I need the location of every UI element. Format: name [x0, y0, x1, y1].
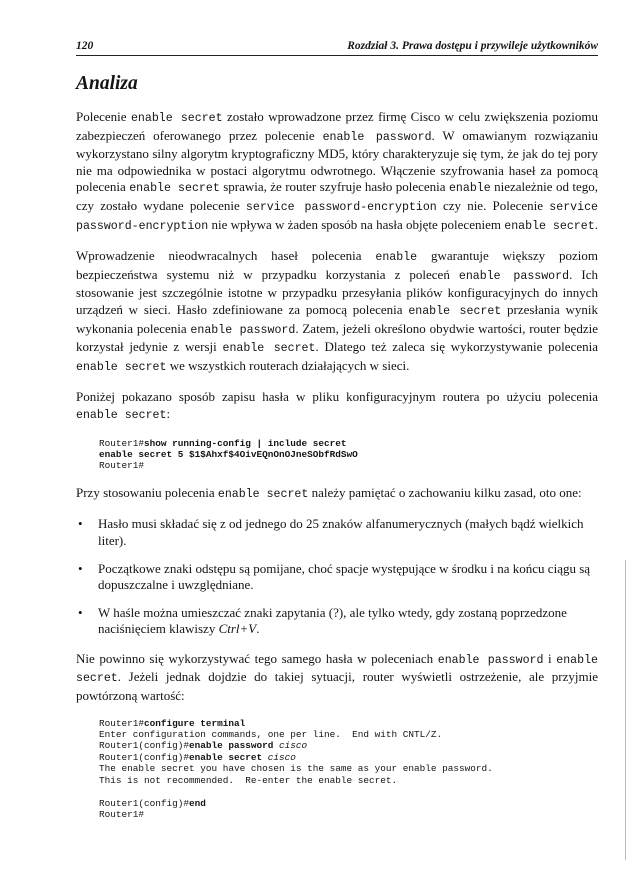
- inline-code: enable: [375, 251, 418, 265]
- inline-code: enable password: [190, 323, 296, 337]
- book-page: [76, 40, 598, 833]
- inline-code: enable password: [437, 653, 544, 667]
- italic-text: cisco: [279, 740, 308, 752]
- inline-code: enable password: [458, 269, 570, 283]
- code-listing: [99, 718, 598, 821]
- paragraph: Przy stosowaniu polecenia enable secret należy pamiętać o zachowaniu kilku zasad, oto one:: [76, 484, 582, 501]
- list-item: • W haśle można umieszczać znaki zapytania (?), ale tylko wtedy, gdy zostaną poprzedzone naciśnięciem klawiszy Ctrl+V.: [78, 604, 567, 637]
- rules-list: [76, 516, 598, 638]
- code-line: Enter configuration commands, one per line. End with CNTL/Z.: [99, 729, 443, 741]
- inline-code: enable password: [322, 130, 432, 144]
- italic-text: Ctrl+V: [218, 621, 257, 637]
- bullet-icon: •: [78, 560, 83, 576]
- code-line: Router1#show running-config | include secret: [99, 437, 347, 449]
- paragraph: Poniżej pokazano sposób zapisu hasła w pliku konfiguracyjnym routera po użyciu polecenia enable secret:: [76, 389, 598, 422]
- section-title: Analiza: [76, 73, 138, 94]
- code-line: Router1(config)#enable password cisco: [99, 740, 308, 752]
- code-line: The enable secret you have chosen is the same as your enable password.: [99, 763, 493, 775]
- paragraph: Wprowadzenie nieodwracalnych haseł polecenia enable gwarantuje większy poziom bezpieczeństwa systemu niż w przypadku korzystania z poleceń enable password. Ich stosowanie jest szczególnie istotne w przypadku przesyłania plików konfiguracyjnych do innych urządzeń w sieci. Hasło zdefiniowane za pomocą polecenia enable secret przesłania wynik wykonania polecenia enable password. Zatem, jeżeli określono obydwie wartości, router będzie korzystał jedynie z wersji enable secret. Dlatego też zaleca się wykorzystywanie polecenia enable secret we wszystkich routerach działających w sieci.: [76, 248, 598, 374]
- list-item: • Początkowe znaki odstępu są pomijane, choć spacje występujące w środku i na końcu ciągu są dopuszczalne i uwzględniane.: [78, 560, 591, 593]
- paragraph: Polecenie enable secret zostało wprowadzone przez firmę Cisco w celu zwiększenia poziomu zabezpieczeń oferowanego przez polecenie enable password. W omawianym rozwiązaniu wykorzystano silny algorytm kryptograficzny MD5, który charakteryzuje się tym, że jak do tej pory nie ma odpowiednika w postaci algorytmu odwrotnego. Włączenie szyfrowania haseł za pomocą polecenia enable secret sprawia, że router szyfruje hasło polecenia enable niezależnie od tego, czy zostało wydane polecenie service password-encryption czy nie. Polecenie service password-encryption nie wpływa w żaden sposób na hasła objęte poleceniem enable secret.: [76, 109, 598, 233]
- italic-text: cisco: [267, 751, 296, 763]
- typed-command: enable secret 5 $1$Ahxf$4OivEQnOnOJneSObfRdSwO: [99, 448, 358, 460]
- inline-code: enable secret: [222, 342, 316, 356]
- inline-code: enable: [448, 182, 491, 196]
- typed-command: configure terminal: [144, 717, 246, 729]
- inline-code: enable secret: [129, 182, 220, 196]
- chapter-title: Rozdział 3. Prawa dostępu i przywileje użytkowników: [347, 40, 598, 52]
- inline-code: enable secret: [76, 408, 167, 422]
- inline-code: enable secret: [130, 112, 223, 125]
- inline-code: enable secret: [504, 219, 595, 233]
- code-line: Router1#configure terminal: [99, 717, 246, 729]
- inline-code: enable secret: [76, 653, 598, 686]
- inline-code: service password-encryption: [245, 200, 437, 214]
- list-item: • Hasło musi składać się z od jednego do 25 znaków alfanumerycznych (małych bądź wielkich liter).: [78, 516, 584, 548]
- bullet-icon: •: [78, 516, 83, 532]
- code-line: This is not recommended. Re-enter the enable secret.: [99, 774, 398, 786]
- code-line: Router1#: [99, 808, 145, 820]
- inline-code: enable secret: [217, 487, 309, 501]
- code-line: [99, 449, 358, 460]
- inline-code: service password-encryption: [76, 200, 598, 233]
- typed-command: show running-config | include secret: [144, 437, 347, 449]
- paragraph: Nie powinno się wykorzystywać tego samego hasła w poleceniach enable password i enable secret. Jeżeli jednak dojdzie do takiej sytuacji, router wyświetli ostrzeżenie, ale przyjmie powtórzoną wartość:: [76, 650, 598, 704]
- bullet-icon: •: [78, 604, 83, 620]
- code-line: Router1(config)#enable secret cisco: [99, 751, 296, 763]
- typed-command: enable secret: [189, 751, 268, 763]
- inline-code: enable secret: [408, 304, 502, 318]
- typed-command: end: [189, 797, 206, 809]
- scan-edge-mark: [625, 560, 626, 860]
- code-line: Router1(config)#end: [99, 797, 206, 809]
- typed-command: enable password: [189, 740, 280, 752]
- running-header: [76, 40, 598, 56]
- inline-code: enable secret: [76, 360, 167, 374]
- page-number: 120: [76, 40, 94, 52]
- code-listing: [99, 438, 598, 472]
- code-line: Router1#: [99, 460, 145, 472]
